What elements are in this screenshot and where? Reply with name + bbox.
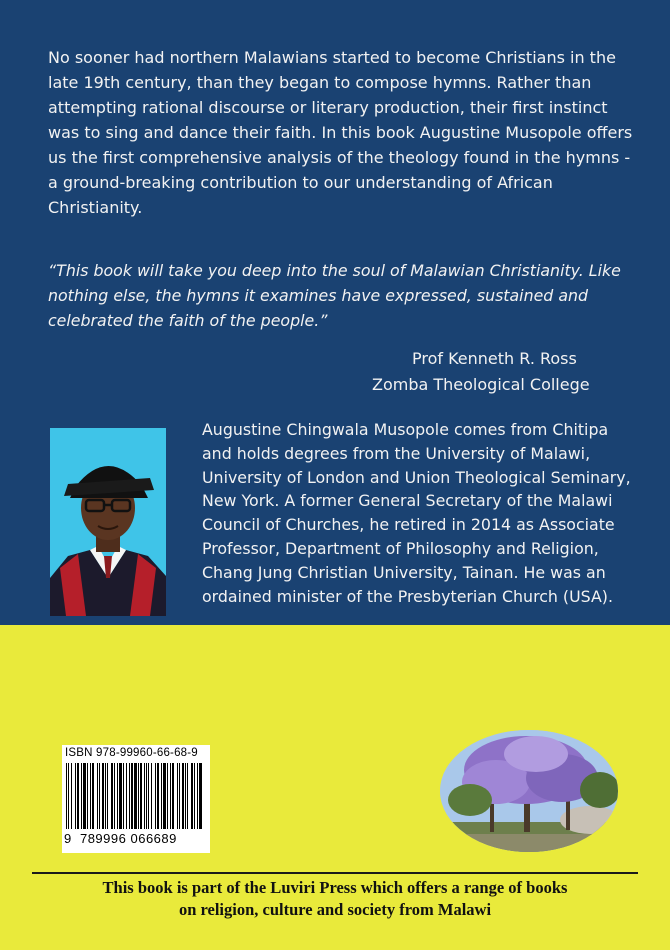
isbn-barcode <box>62 745 210 853</box>
isbn-number: ISBN 978-99960-66-68-9 <box>65 747 198 759</box>
barcode-digit-lead: 9 <box>64 831 72 846</box>
book-blurb: No sooner had northern Malawians started to become Christians in the late 19th century, than they began to compose hymns. Rather than attempting rational discourse or literary production, their first instinct was to sing and dance their faith. In this book Augustine Musopole offers us the first comprehensive analysis of the theology found in the hymns - a ground-breaking contribution to our understanding of African Christianity. <box>48 48 633 217</box>
quote-author: Prof Kenneth R. Ross <box>412 349 577 368</box>
footer-line-1: This book is part of the Luviri Press which offers a range of books <box>102 878 568 897</box>
endorsement-quote: “This book will take you deep into the soul of Malawian Christianity. Like nothing else, the hymns it examines have expressed, sustained and celebrated the faith of the people.” <box>48 261 621 330</box>
barcode-digits <box>64 831 177 846</box>
barcode-digit-group-2: 066689 <box>130 831 177 846</box>
footer-line-2: on religion, culture and society from Malawi <box>178 900 492 919</box>
author-bio: Augustine Chingwala Musopole comes from Chitipa and holds degrees from the University of Malawi, University of London and Union Theological Seminary, New York. A former General Secretary of the Malawi Council of Churches, he retired in 2014 as Associate Professor, Department of Philosophy and Religion, Chang Jung Christian University, Tainan. He was an ordained minister of the Presbyterian Church (USA). <box>202 420 631 606</box>
quote-attribution <box>372 346 590 398</box>
barcode-bars <box>64 763 204 829</box>
tree-photo <box>440 730 618 852</box>
footer-text <box>20 877 650 921</box>
author-photo <box>50 428 166 616</box>
footer-divider <box>32 872 638 874</box>
quote-affiliation: Zomba Theological College <box>372 375 590 394</box>
barcode-digit-group-1: 789996 <box>79 831 127 846</box>
